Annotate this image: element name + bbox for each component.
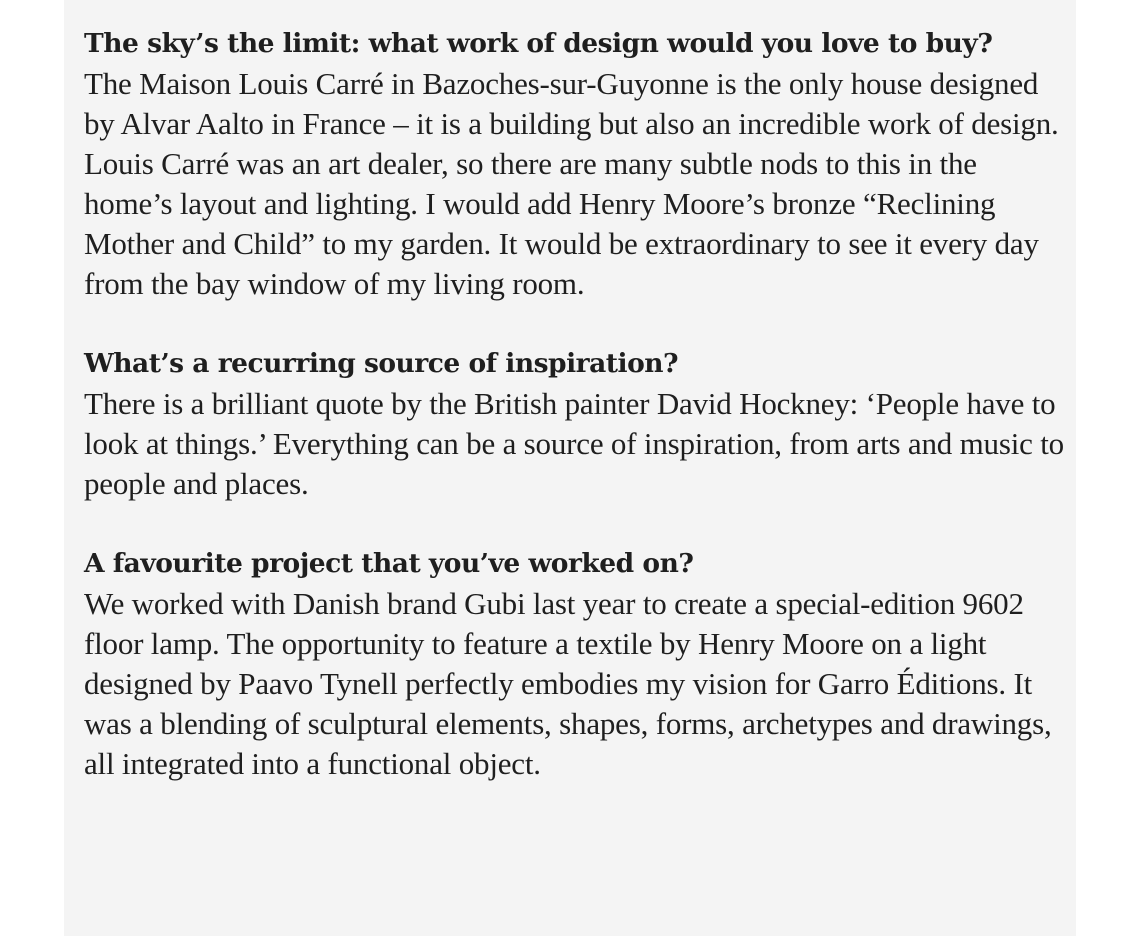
question-heading: A favourite project that you’ve worked on?	[84, 548, 694, 579]
question-heading: What’s a recurring source of inspiration?	[84, 348, 679, 379]
article-panel	[64, 0, 1076, 936]
qa-section-dream-design	[84, 24, 1064, 304]
answer-paragraph: We worked with Danish brand Gubi last year to create a special-edition 9602 floor lamp. The opportunity to feature a textile by Henry Moore on a light designed by Paavo Tynell perfectly embodies my vision for Garro Éditions. It was a blending of sculptural elements, shapes, forms, archetypes and drawings, all integrated into a functional object.	[84, 586, 1052, 781]
question-heading: The sky’s the limit: what work of design would you love to buy?	[84, 28, 993, 59]
qa-section-inspiration	[84, 344, 1064, 504]
answer-paragraph: There is a brilliant quote by the British painter David Hockney: ‘People have to look at things.’ Everything can be a source of inspiration, from arts and music to people and places.	[84, 386, 1064, 501]
answer-paragraph: The Maison Louis Carré in Bazoches-sur-Guyonne is the only house designed by Alvar Aalto in France – it is a building but also an incredible work of design. Louis Carré was an art dealer, so there are many subtle nods to this in the home’s layout and lighting. I would add Henry Moore’s bronze “Reclining Mother and Child” to my garden. It would be extraordinary to see it every day from the bay window of my living room.	[84, 66, 1059, 301]
qa-section-favourite-project	[84, 544, 1064, 784]
